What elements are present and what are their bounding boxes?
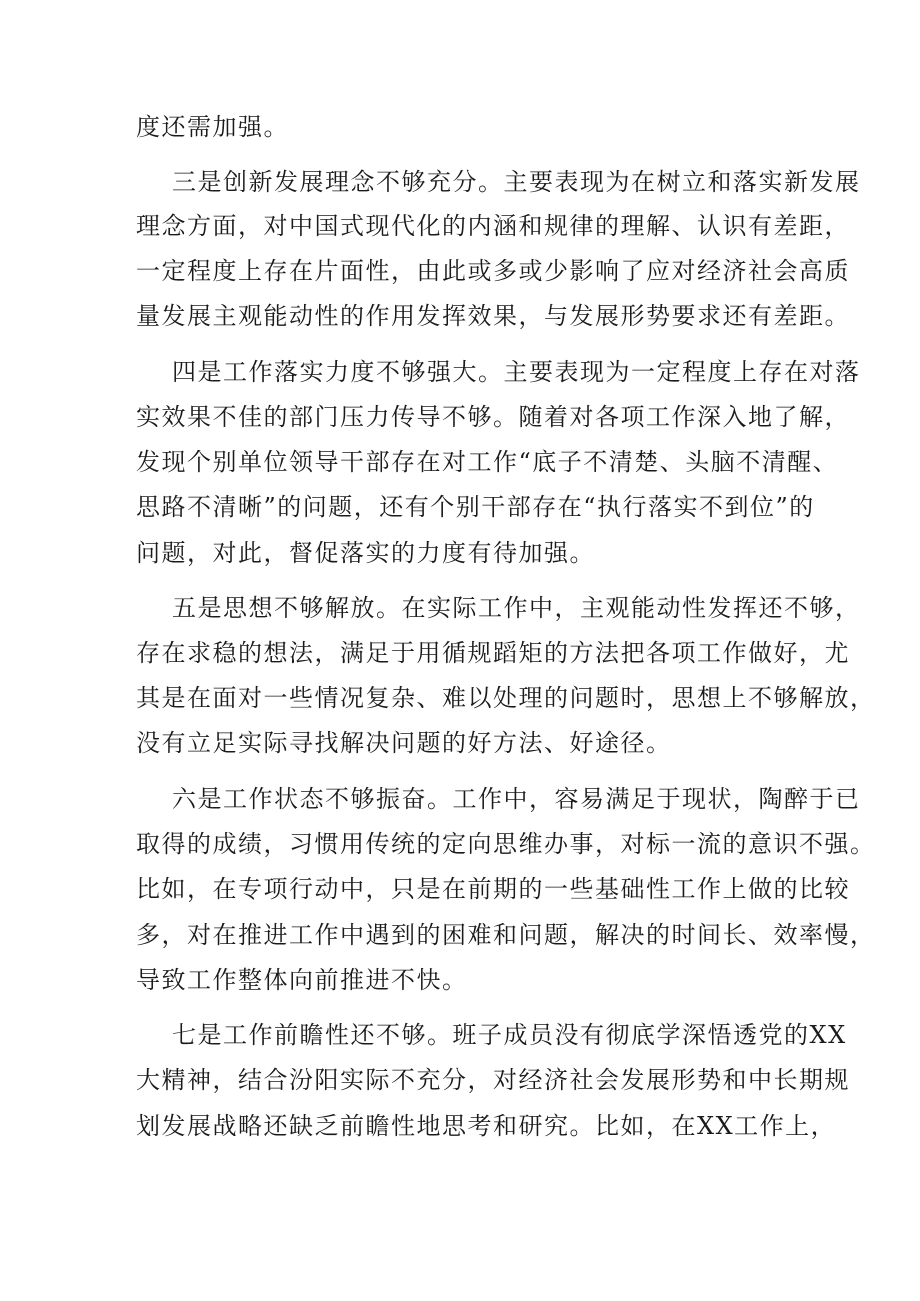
paragraph-6-line-4: 多，对在推进工作中遇到的困难和问题，解决的时间长、效率慢， <box>136 921 876 949</box>
paragraph-5-line-1: 五是思想不够解放。在实际工作中，主观能动性发挥还不够， <box>172 594 861 622</box>
paragraph-7-line-1: 七是工作前瞻性还不够。班子成员没有彻底学深悟透党的XX <box>172 1021 847 1049</box>
paragraph-6-line-3: 比如，在专项行动中，只是在前期的一些基础性工作上做的比较 <box>136 875 850 903</box>
paragraph-6-line-2: 取得的成绩，习惯用传统的定向思维办事，对标一流的意识不强。 <box>136 830 876 858</box>
paragraph-3-line-1: 三是创新发展理念不够充分。主要表现为在树立和落实新发展 <box>172 168 861 196</box>
paragraph-3-line-2: 理念方面，对中国式现代化的内涵和规律的理解、认识有差距， <box>136 212 850 240</box>
paragraph-7-line-2: 大精神，结合汾阳实际不充分，对经济社会发展形势和中长期规 <box>136 1066 850 1094</box>
paragraph-4-line-5: 问题，对此，督促落实的力度有待加强。 <box>136 539 595 567</box>
paragraph-3-line-3: 一定程度上存在片面性，由此或多或少影响了应对经济社会高质 <box>136 257 850 285</box>
paragraph-6-line-5: 导致工作整体向前推进不快。 <box>136 966 468 994</box>
paragraph-5-line-3: 其是在面对一些情况复杂、难以处理的问题时，思想上不够解放， <box>136 684 876 712</box>
paragraph-4-line-2: 实效果不佳的部门压力传导不够。随着对各项工作深入地了解， <box>136 403 850 431</box>
text-line: 度还需加强。 <box>136 113 289 141</box>
paragraph-4-line-1: 四是工作落实力度不够强大。主要表现为一定程度上存在对落 <box>172 358 861 386</box>
paragraph-4-line-4: 思路不清晰”的问题，还有个别干部存在“执行落实不到位”的 <box>136 493 815 521</box>
paragraph-7-line-3: 划发展战略还缺乏前瞻性地思考和研究。比如，在XX工作上， <box>136 1112 837 1140</box>
paragraph-3-line-4: 量发展主观能动性的作用发挥效果，与发展形势要求还有差距。 <box>136 302 850 330</box>
paragraph-4-line-3: 发现个别单位领导干部存在对工作“底子不清楚、头脑不清醒、 <box>136 448 839 476</box>
paragraph-6-line-1: 六是工作状态不够振奋。工作中，容易满足于现状，陶醉于已 <box>172 785 861 813</box>
paragraph-5-line-2: 存在求稳的想法，满足于用循规蹈矩的方法把各项工作做好，尤 <box>136 639 850 667</box>
paragraph-5-line-4: 没有立足实际寻找解决问题的好方法、好途径。 <box>136 729 672 757</box>
